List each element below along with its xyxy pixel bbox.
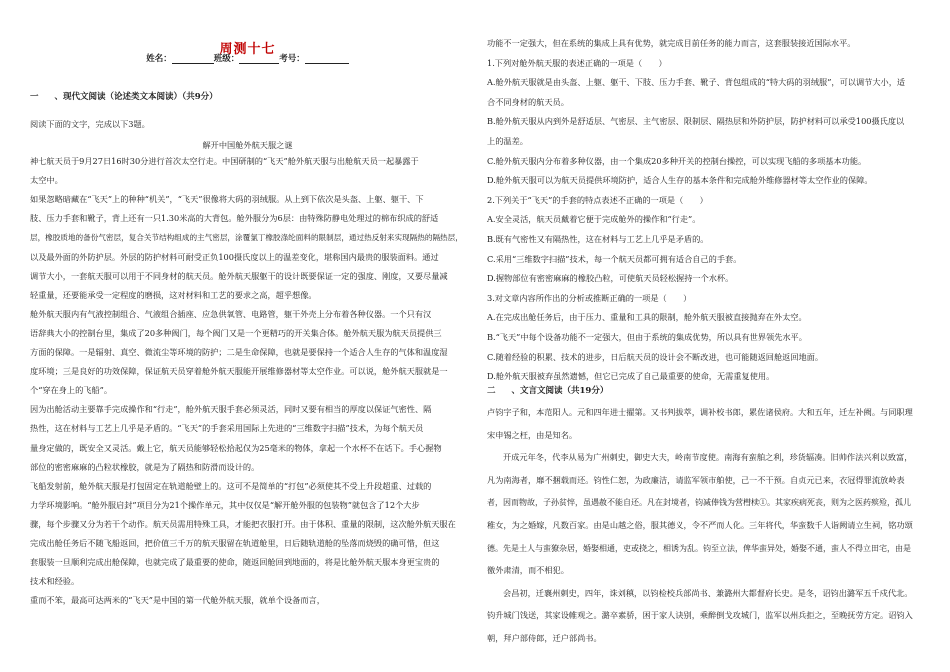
article-title: 解开中国舱外航天服之谜 [202,140,293,150]
text-line: 个“穿在身上的飞船”。 [30,385,113,396]
text-line: 朝，拜户部侍郎，迁户部尚书。 [487,633,602,643]
text-line: 徼外肃清，而不相犯。 [487,565,569,576]
text-line: 方面的保障。一是辐射、真空、微流尘等环境的防护；二是生命保障，也就是要保持一个适合人生存的气体和温度湿 [30,347,448,357]
text-line: C.采用“三维数字扫描”技术，每一个航天员都可拥有适合自己的手套。 [487,253,742,264]
text-line: 热性，这在材料与工艺上几乎是矛盾的。“飞天”的手套采用国际上先进的“三维数字扫描”技术，为每个航天员 [30,423,424,434]
text-line: 量身定做的，既安全又灵活。戴上它，航天员能够轻松拾起仅为25毫米的物体，拿起一个水杯不在话下。手心握物 [30,442,442,453]
text-line: 1.下列对舱外航天服的表述正确的一项是（ ） [487,57,667,68]
text-line: 钧升城门饯送，其家设帷观之。潞卒素骄，困于家人诀别，乘醉倒戈攻城门，监军以州兵拒之，至晚抚劳方定。诏钧入 [487,610,913,621]
text-line: A.在完成出舱任务后，由于压力、重量和工具的限制，舱外航天服被直接抛弃在外太空。 [487,312,807,323]
class-blank[interactable] [239,54,279,64]
text-line: 重而不笨，最高可达两米的“飞天”是中国的第一代舱外航天服，就单个设备而言， [30,595,325,606]
text-line: 轻重量，还要能承受一定程度的磨损，这对材料和工艺的要求之高，超乎想像。 [30,289,317,300]
text-line: A.安全灵活，航天员戴着它便于完成舱外的操作和“行走”。 [487,214,701,225]
text-line: D.舱外航天服可以为航天员提供环境防护，适合人生存的基本条件和完成舱外维修器材等太空作业的保障。 [487,175,873,186]
text-line: D.握物部位有密密麻麻的橡胶凸粒，可使航天员轻松握持一个水杯。 [487,273,734,284]
text-line: 技术和经验。 [30,576,80,587]
text-line: 者，因而物故，子孙贫悴，虽遇赦不能自还。凡在封境者，钧减俸钱为营槥椟①。其家疾病死丧，则为之医药殡殓，孤儿 [487,498,911,508]
text-line: 语辞典大小的控制台里，集成了20多种阀门，每个阀门又是一个更精巧的开关集合体。舱外航天服为航天员提供三 [30,327,442,338]
text-line: 因为出舱活动主要靠手完成操作和“行走”，舱外航天服手套必须灵活，同时又要有相当的厚度以保证气密性、隔 [30,404,432,415]
text-line: 以及最外面的外防护层。外层的防护材料可耐受正负100摄氏度以上的温差变化，堪称国内最贵的服装面料。通过 [30,251,439,262]
text-line: B.舱外航天服从内到外是舒适层、气密层、主气密层、限制层、隔热层和外防护层，防护材料可以承受100摄氏度以 [487,116,905,127]
text-line: 合不同身材的航天员。 [487,96,569,107]
text-line: 度环境；三是良好的功效保障，保证航天员穿着舱外航天服能开展维修器材等太空作业。可以说，舱外航天服就是一 [30,366,448,377]
text-line: A.舱外航天服就是由头盔、上躯、躯干、下肢、压力手套、靴子、背包组成的“特大码的羽绒服”，可以调节大小，适 [487,77,906,88]
text-line: 稚女，为之婚嫁，凡数百家。由是山越之俗，服其德义，令不严而人化。三年将代，华蛮数千人诣阙请立生祠，铭功颂 [487,520,913,530]
reading-instruction: 阅读下面的文字，完成以下3题。 [30,119,150,129]
text-line: D.舱外航天服被弃虽然遗憾，但它已完成了自己最重要的使命，无需重复使用。 [487,371,775,382]
text-line: B.“飞天”中每个设备功能不一定强大，但由于系统的集成优势，所以具有世界领先水平。 [487,332,807,342]
text-line: 神七航天员于9月27日16时30分进行首次太空行走。中国研制的“飞天”舱外航天服与出舱航天员一起暴露于 [30,156,419,166]
text-line: 层，橡胶质地的备份气密层，复合关节结构组成的主气密层，涂覆氯丁橡胶涤纶面料的限制层，通过热反射来实现隔热的隔热层， [30,233,463,243]
text-line: 卢钧字子和，本范阳人。元和四年进士擢第。又书判拔萃，调补校书郎，累佐诸侯府。大和五年，迁左补阙。与同职理 [487,407,913,417]
text-line: C.舱外航天服内分布着多种仪器，由一个集成20多种开关的控制台操控，可以实现飞船的多项基本功能。 [487,155,867,166]
right-column [487,0,920,672]
section-heading-1: 一 、现代文阅读（论述类文本阅读）（共9分） [30,92,218,102]
text-line: 太空中。 [30,175,63,186]
text-line: 套服装一旦顺利完成出舱保障，也就完成了最重要的使命，随返回舱回到地面的，将是比舱外航天服本身更宝贵的 [30,557,440,568]
text-line: 舱外航天服内有气液控制组合、气液组合插座、应急供氧管、电路管，躯干外壳上分布着各种仪器。一个只有汉 [30,308,432,319]
text-line: 宋申锡之枉，由是知名。 [487,429,578,440]
text-line: 部位的密密麻麻的凸粒状橡胶，就是为了隔热和防滑而设计的。 [30,461,260,472]
page-title: 周测十七 [219,42,276,57]
exam-number-blank[interactable] [305,54,349,64]
text-line: 会昌初，迁襄州刺史，四年，诛刘稹，以钧检校兵部尚书、兼潞州大都督府长史。是冬，诏钧出潞军五千戍代北。 [503,587,913,598]
left-column [30,0,465,672]
exam-number-label: 考号： [279,54,305,64]
text-line: 力学环境影响。“舱外服启封”项目分为21个操作单元，其中仅仅是“解开舱外服的包装物”就包含了12个大步 [30,499,420,510]
student-info-line [30,52,465,64]
text-line: 如果忽略暗藏在“飞天”上的种种“机关”，“飞天”很像将大码的羽绒服。从上到下依次是头盔、上躯、躯干、下 [30,194,424,205]
text-line: 2.下列关于“飞天”的手套的特点表述不正确的一项是（ ） [487,194,708,205]
name-label: 姓名： [146,54,172,64]
text-line: B.既有气密性又有隔热性，这在材料与工艺上几乎是矛盾的。 [487,234,709,244]
class-label: 班级： [213,54,240,64]
text-line: 飞船发射前，舱外航天服是打包固定在轨道舱壁上的。这可不是简单的“打包”必须使其不受上升段超重、过载的 [30,480,432,491]
text-line: 调节大小，一套航天服可以用于不同身材的航天员。舱外航天服躯干的设计既要保证一定的强度、刚度，又要尽量减 [30,270,448,281]
text-line: 3.对文章内容所作出的分析或推断正确的一项是（ ） [487,292,692,303]
text-line: 肢、压力手套和靴子，背上还有一只1.30米高的大背包。舱外服分为6层：由特殊防静电处理过的棉布织成的舒适 [30,213,439,224]
text-line: 德。先是土人与蛮獠杂居，婚娶相通，吏或挠之，相诱为乱。钧至立法，俾华蛮异处，婚娶不通，蛮人不得立田宅，由是 [487,543,911,553]
text-line: 功能不一定强大，但在系统的集成上具有优势，就完成目前任务的能力而言，这套服装接近国际水平。 [487,38,856,48]
text-line: C.随着经验的积累、技术的进步，日后航天员的设计会不断改进，也可能随返回舱返回地面。 [487,351,824,362]
section-heading-2: 二 、文言文阅读（共19分） [487,386,609,396]
text-line: 凡为南海者，靡不捆载而还。钧性仁恕，为政廉洁，请监军领市舶使，己一不干预。自贞元已来，衣冠得罪流放岭表 [487,474,905,485]
text-line: 上的温差。 [487,136,528,146]
text-line: 完成出舱任务后不随飞船返回，把价值三千万的航天服留在轨道舱里，日后随轨道舱的坠落而烧毁的确可惜，但这 [30,538,440,548]
text-line: 开成元年冬，代李从易为广州刺史，御史大夫，岭南节度使。南海有蛮舶之利，珍货辐凑。旧帅作法兴利以致富， [503,452,913,463]
text-line: 骤，每个步骤又分为若干个动作。航天员需用特殊工具，才能把衣服打开。由于体积、重量的限制，这次舱外航天服在 [30,518,456,529]
name-blank[interactable] [172,54,214,64]
